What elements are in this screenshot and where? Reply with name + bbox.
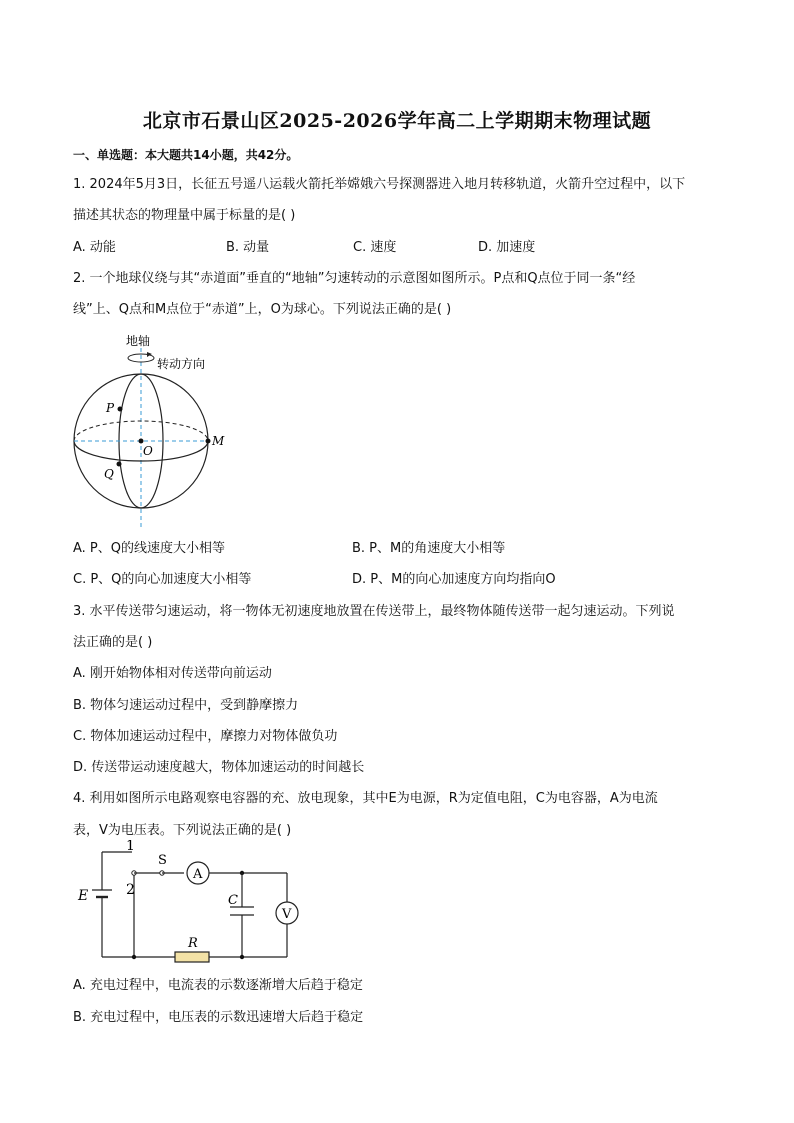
arrowhead-icon [147,352,152,357]
q1-text-line2: 描述其状态的物理量中属于标量的是( ) [73,208,296,223]
q3-text-line1: 3. 水平传送带匀速运动，将一物体无初速度地放置在传送带上，最终物体随传送带一起匀速运动。下列说 [73,604,675,619]
q3-option-a: A. 刚开始物体相对传送带向前运动 [73,666,272,681]
globe-figure [66,330,236,530]
q2-option-c: C. P、Q的向心加速度大小相等 [73,572,252,587]
label-terminal-1: 1 [126,840,135,854]
q4-option-a: A. 充电过程中，电流表的示数逐渐增大后趋于稳定 [73,978,363,993]
label-r: R [188,936,198,951]
q2-text-line2: 线”上、Q点和M点位于“赤道”上，O为球心。下列说法正确的是( ) [73,302,452,317]
circuit-diagram [72,840,312,970]
label-voltmeter: V [282,907,292,922]
q1-option-b: B. 动量 [226,240,270,255]
q2-option-a: A. P、Q的线速度大小相等 [73,541,226,556]
label-c: C [228,893,238,908]
q1-option-c: C. 速度 [353,240,397,255]
label-e: E [78,888,89,904]
q4-text-line1: 4. 利用如图所示电路观察电容器的充、放电现象，其中E为电源，R为定值电阻，C为电容器，A为电流 [73,791,658,806]
label-terminal-2: 2 [126,882,135,898]
label-switch: S [158,853,167,868]
q3-option-d: D. 传送带运动速度越大，物体加速运动的时间越长 [73,760,365,775]
q4-option-b: B. 充电过程中，电压表的示数迅速增大后趋于稳定 [73,1010,364,1025]
label-o: O [143,444,153,458]
resistor-icon [175,952,209,962]
page-title: 北京市石景山区2025-2026学年高二上学期期末物理试题 [142,110,652,132]
axis-label: 地轴 [126,334,151,348]
section-heading: 一、单选题：本大题共14小题，共42分。 [73,148,299,162]
q2-text-line1: 2. 一个地球仪绕与其“赤道面”垂直的“地轴”匀速转动的示意图如图所示。P点和Q点位于同一条“经 [73,271,636,286]
point-m [206,439,211,444]
label-m: M [212,434,225,448]
rotation-direction-label: 转动方向 [157,357,206,371]
q2-option-d: D. P、M的向心加速度方向均指向O [352,572,556,587]
point-o [139,439,144,444]
q3-option-c: C. 物体加速运动过程中，摩擦力对物体做负功 [73,729,338,744]
q2-option-b: B. P、M的角速度大小相等 [352,541,506,556]
point-p [118,407,123,412]
junction-bottom-right [240,955,244,959]
label-p: P [106,401,115,415]
q3-text-line2: 法正确的是( ) [73,635,153,650]
junction-bottom-left [132,955,136,959]
q1-text-line1: 1. 2024年5月3日，长征五号遥八运载火箭托举嫦娥六号探测器进入地月转移轨道，火箭升空过程中，以下 [73,177,686,192]
label-q: Q [104,467,114,481]
equator-back [74,421,208,441]
q3-option-b: B. 物体匀速运动过程中，受到静摩擦力 [73,698,299,713]
point-q [117,462,122,467]
q1-option-a: A. 动能 [73,240,116,255]
equator-front [74,441,208,461]
label-ammeter: A [193,867,203,882]
q1-option-d: D. 加速度 [478,240,536,255]
q4-text-line2: 表，V为电压表。下列说法正确的是( ) [73,823,292,838]
